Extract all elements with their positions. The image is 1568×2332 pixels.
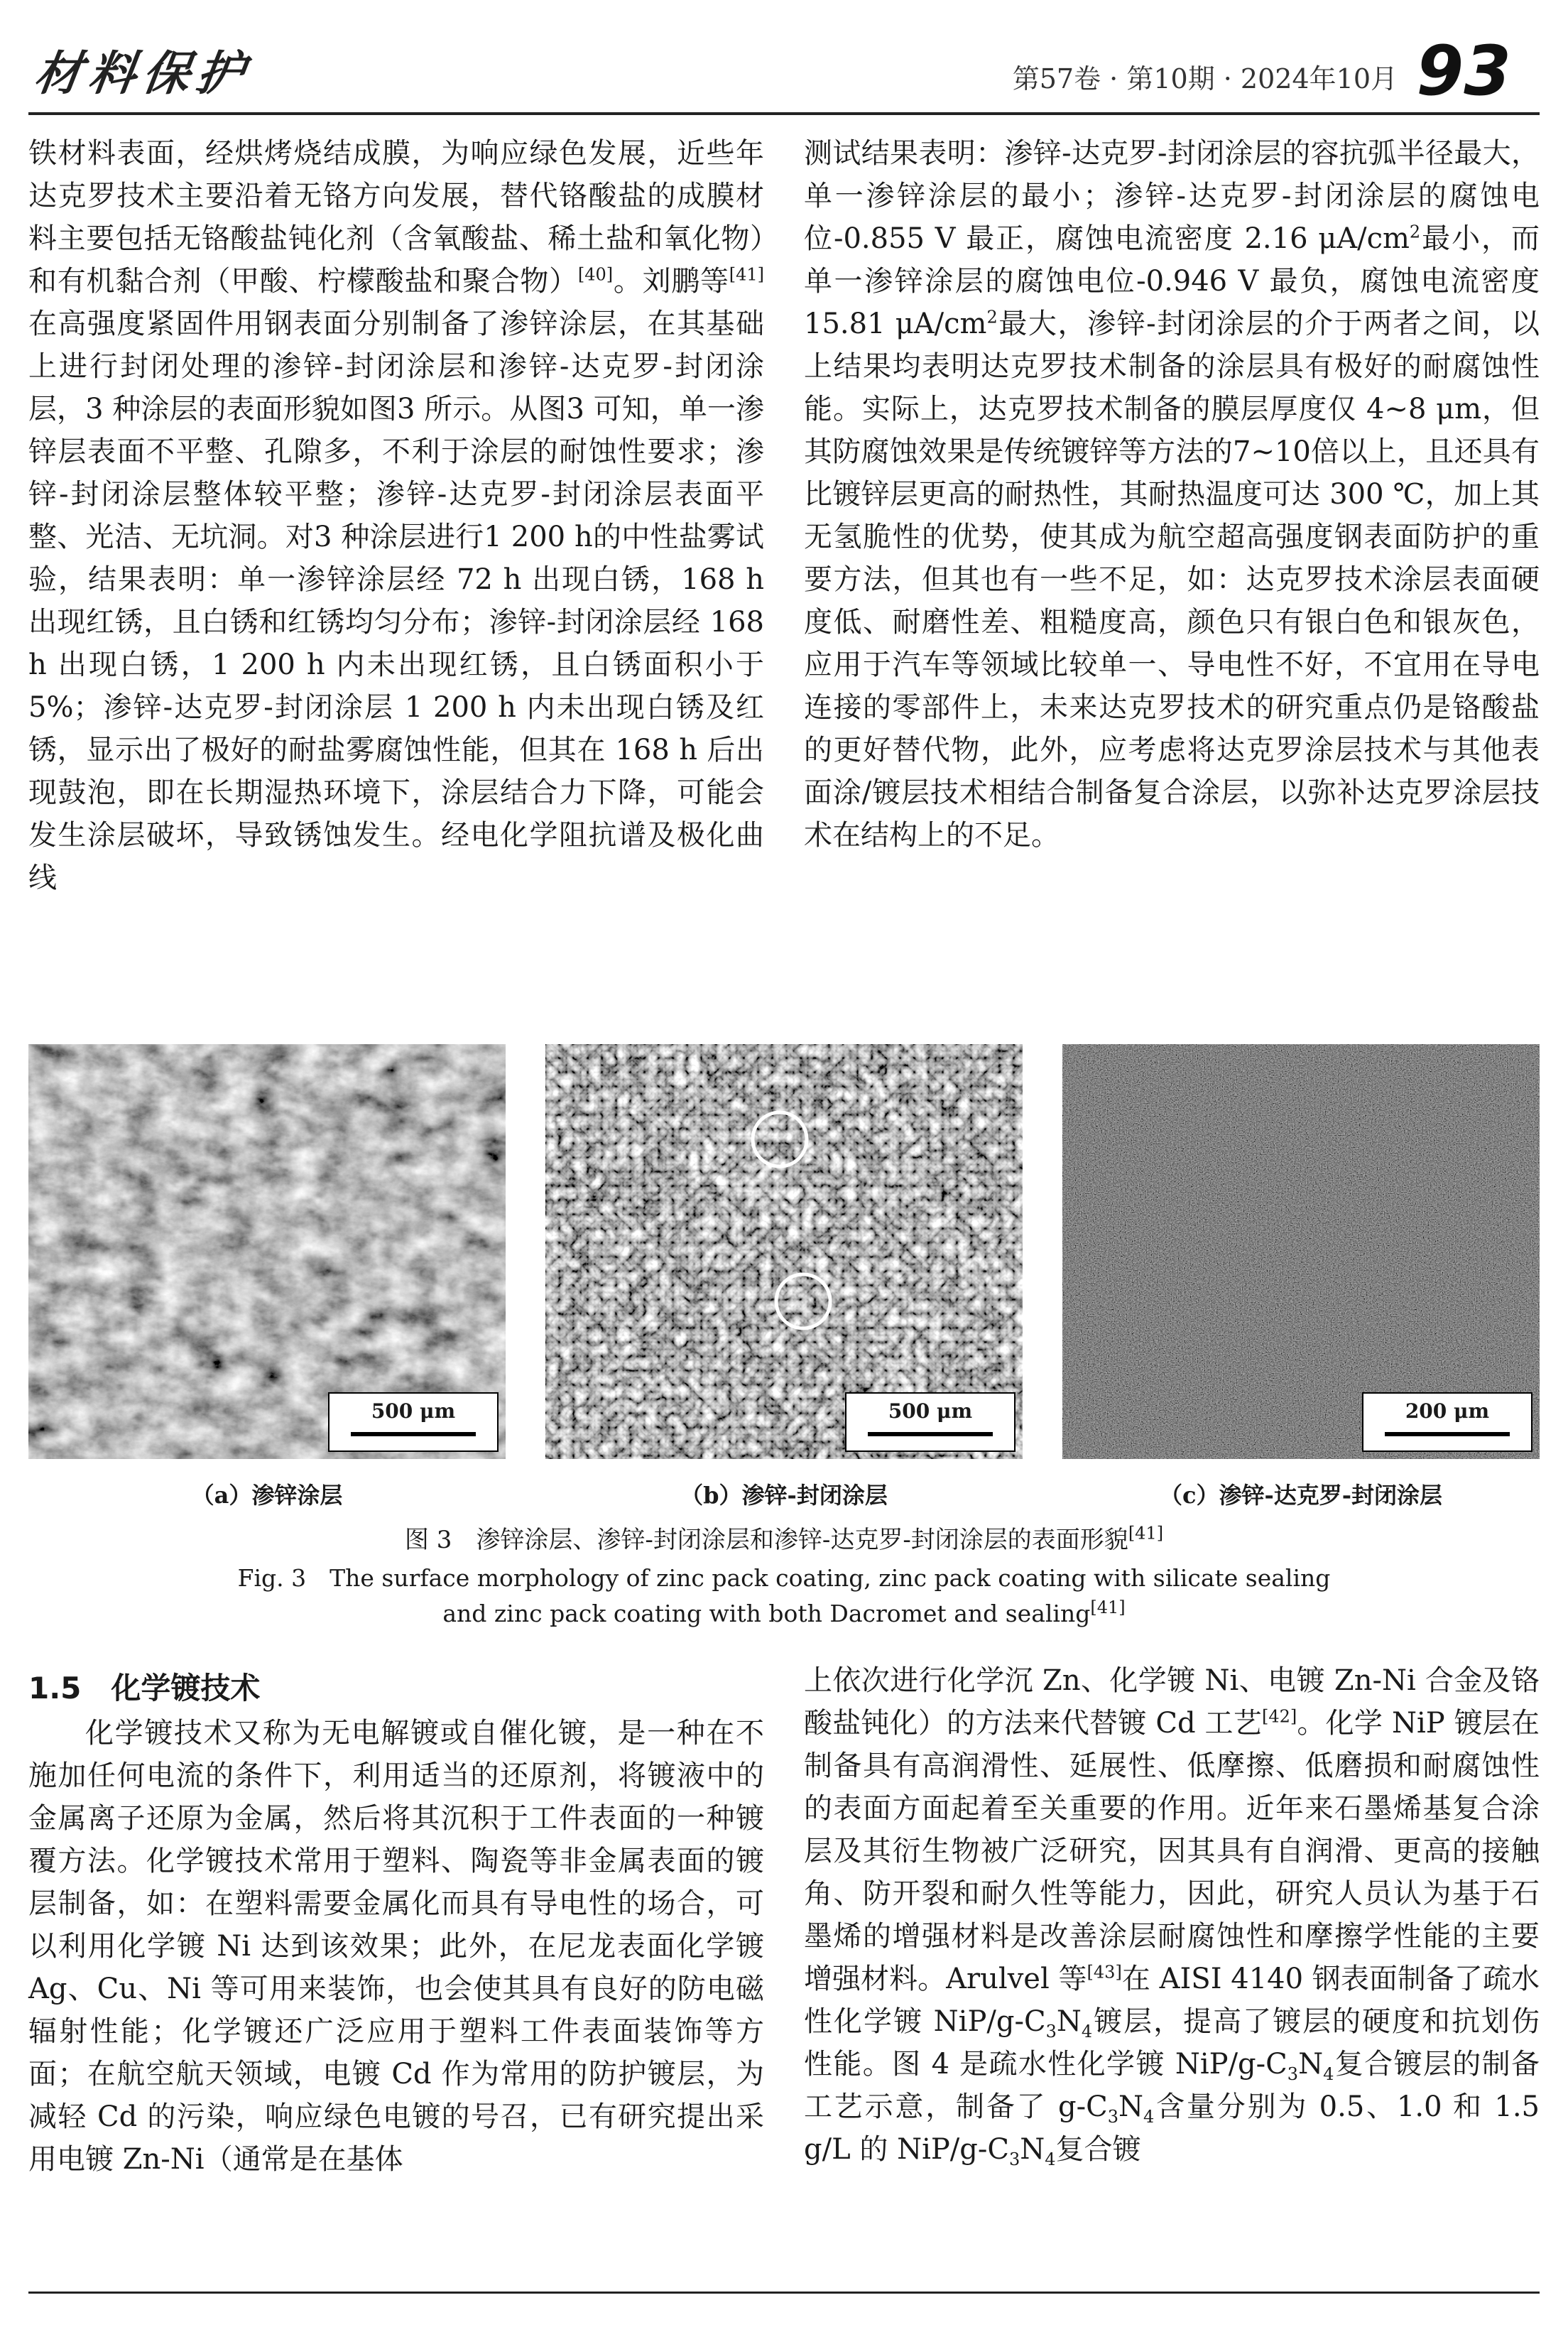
subcaption-b: （b）渗锌-封闭涂层 (680, 1482, 888, 1509)
figure-3 (28, 1044, 1540, 1470)
paragraph: 铁材料表面，经烘烤烧结成膜，为响应绿色发展，近些年达克罗技术主要沿着无铬方向发展，替代铬酸盐的成膜材料主要包括无铬酸盐钝化剂（含氧酸盐、稀土盐和氧化物）和有机黏合剂（甲酸、柠檬酸盐和聚合物）[40]。刘鹏等[41]在高强度紧固件用钢表面分别制备了渗锌涂层，在其基础上进行封闭处理的渗锌-封闭涂层和渗锌-达克罗-封闭涂层，3 种涂层的表面形貌如图3 所示。从图3 可知，单一渗锌层表面不平整、孔隙多，不利于涂层的耐蚀性要求；渗锌-封闭涂层整体较平整；渗锌-达克罗-封闭涂层表面平整、光洁、无坑洞。对3 种涂层进行1 200 h的中性盐雾试验，结果表明：单一渗锌涂层经 72 h 出现白锈，168 h 出现红锈，且白锈和红锈均匀分布；渗锌-封闭涂层经 168 h 出现白锈，1 200 h 内未出现红锈，且白锈面积小于 5%；渗锌-达克罗-封闭涂层 1 200 h 内未出现白锈及红锈，显示出了极好的耐盐雾腐蚀性能，但其在 168 h 后出现鼓泡，即在长期湿热环境下，涂层结合力下降，可能会发生涂层破坏，导致锈蚀发生。经电化学阻抗谱及极化曲线 (28, 137, 765, 894)
sem-image-c (1062, 1044, 1540, 1459)
scale-bar: 500 μm (328, 1392, 499, 1452)
paragraph: 测试结果表明：渗锌-达克罗-封闭涂层的容抗弧半径最大，单一渗锌涂层的最小；渗锌-达克罗-封闭涂层的腐蚀电位-0.855 V 最正，腐蚀电流密度 2.16 $\mu A/cm^2$最小，而单一渗锌涂层的腐蚀电位-0.946 V 最负，腐蚀电流密度 15.81 $\mu A/cm^2$最大，渗锌-封闭涂层的介于两者之间，以上结果均表明达克罗技术制备的涂层具有极好的耐腐蚀性能。实际上，达克罗技术制备的膜层厚度仅 4~8 μm，但其防腐蚀效果是传统镀锌等方法的7~10倍以上，且还具有比镀锌层更高的耐热性，其耐热温度可达 300 ℃，加上其无氢脆性的优势，使其成为航空超高强度钢表面防护的重要方法，但其也有一些不足，如：达克罗技术涂层表面硬度低、耐磨性差、粗糙度高，颜色只有银白色和银灰色，应用于汽车等领域比较单一、导电性不好，不宜用在导电连接的零部件上，未来达克罗技术的研究重点仍是铬酸盐的更好替代物，此外，应考虑将达克罗涂层技术与其他表面涂/镀层技术相结合制备复合涂层，以弥补达克罗涂层技术在结构上的不足。 (804, 137, 1540, 852)
sem-image-a (28, 1044, 506, 1459)
journal-logo: 材料保护 (31, 45, 255, 101)
issue-info: 第57卷 · 第10期 · 2024年10月 (1012, 63, 1398, 94)
paragraph: 化学镀技术又称为无电解镀或自催化镀，是一种在不施加任何电流的条件下，利用适当的还原剂，将镀液中的金属离子还原为金属，然后将其沉积于工件表面的一种镀覆方法。化学镀技术常用于塑料、陶瓷等非金属表面的镀层制备，如：在塑料需要金属化而具有导电性的场合，可以利用化学镀 Ni 达到该效果；此外，在尼龙表面化学镀 Ag、Cu、Ni 等可用来装饰，也会使其具有良好的防电磁辐射性能；化学镀还广泛应用于塑料工件表面装饰等方面；在航空航天领域，电镀 Cd 作为常用的防护镀层，为减轻 Cd 的污染，响应绿色电镀的号召，已有研究提出采用电镀 Zn-Ni（通常是在基体 (28, 1717, 764, 2176)
page-number: 93 (1416, 31, 1511, 111)
figure-caption-cn: 图 3 渗锌涂层、渗锌-封闭涂层和渗锌-达克罗-封闭涂层的表面形貌[41] (404, 1523, 1164, 1554)
page-header (28, 28, 1540, 111)
right-column-top (804, 132, 1540, 857)
citation: [40] (577, 264, 614, 285)
sem-image-b (545, 1044, 1023, 1459)
left-column-top (28, 132, 764, 899)
right-column-bottom (804, 1659, 1540, 2171)
section-heading: 1.5 化学镀技术 (28, 1671, 261, 1705)
citation: [42] (1261, 1706, 1297, 1727)
footer-rule (28, 2292, 1540, 2294)
header-rule (28, 112, 1540, 115)
left-column-bottom (28, 1712, 764, 2181)
citation: [43] (1087, 1962, 1122, 1983)
scale-bar: 200 μm (1362, 1392, 1532, 1452)
citation: [41] (729, 264, 765, 285)
figure-caption-en-cont: and zinc pack coating with both Dacromet and sealing[41] (442, 1598, 1126, 1627)
figure-caption-en: Fig. 3 The surface morphology of zinc pack coating, zinc pack coating with silicate sealing (237, 1564, 1331, 1592)
subcaption-a: （a）渗锌涂层 (191, 1482, 343, 1509)
paragraph: 上依次进行化学沉 Zn、化学镀 Ni、电镀 Zn-Ni 合金及铬酸盐钝化）的方法来代替镀 Cd 工艺[42]。化学 NiP 镀层在制备具有高润滑性、延展性、低摩擦、低磨损和耐腐蚀性的表面方面起着至关重要的作用。近年来石墨烯基复合涂层及其衍生物被广泛研究，因其具有自润滑、更高的接触角、防开裂和耐久性等能力，因此，研究人员认为基于石墨烯的增强材料是改善涂层耐腐蚀性和摩擦学性能的主要增强材料。Arulvel 等[43]在 AISI 4140 钢表面制备了疏水性化学镀 NiP/$g-C_3N_4$镀层，提高了镀层的硬度和抗划伤性能。图 4 是疏水性化学镀 NiP/$g-C_3N_4$复合镀层的制备工艺示意，制备了 $g-C_3N_4$含量分别为 0.5、1.0 和 1.5 g/L 的 NiP/$g-C_3N_4$复合镀 (804, 1664, 1540, 2169)
scale-bar: 500 μm (845, 1392, 1016, 1452)
subcaption-c: （c）渗锌-达克罗-封闭涂层 (1159, 1482, 1443, 1509)
